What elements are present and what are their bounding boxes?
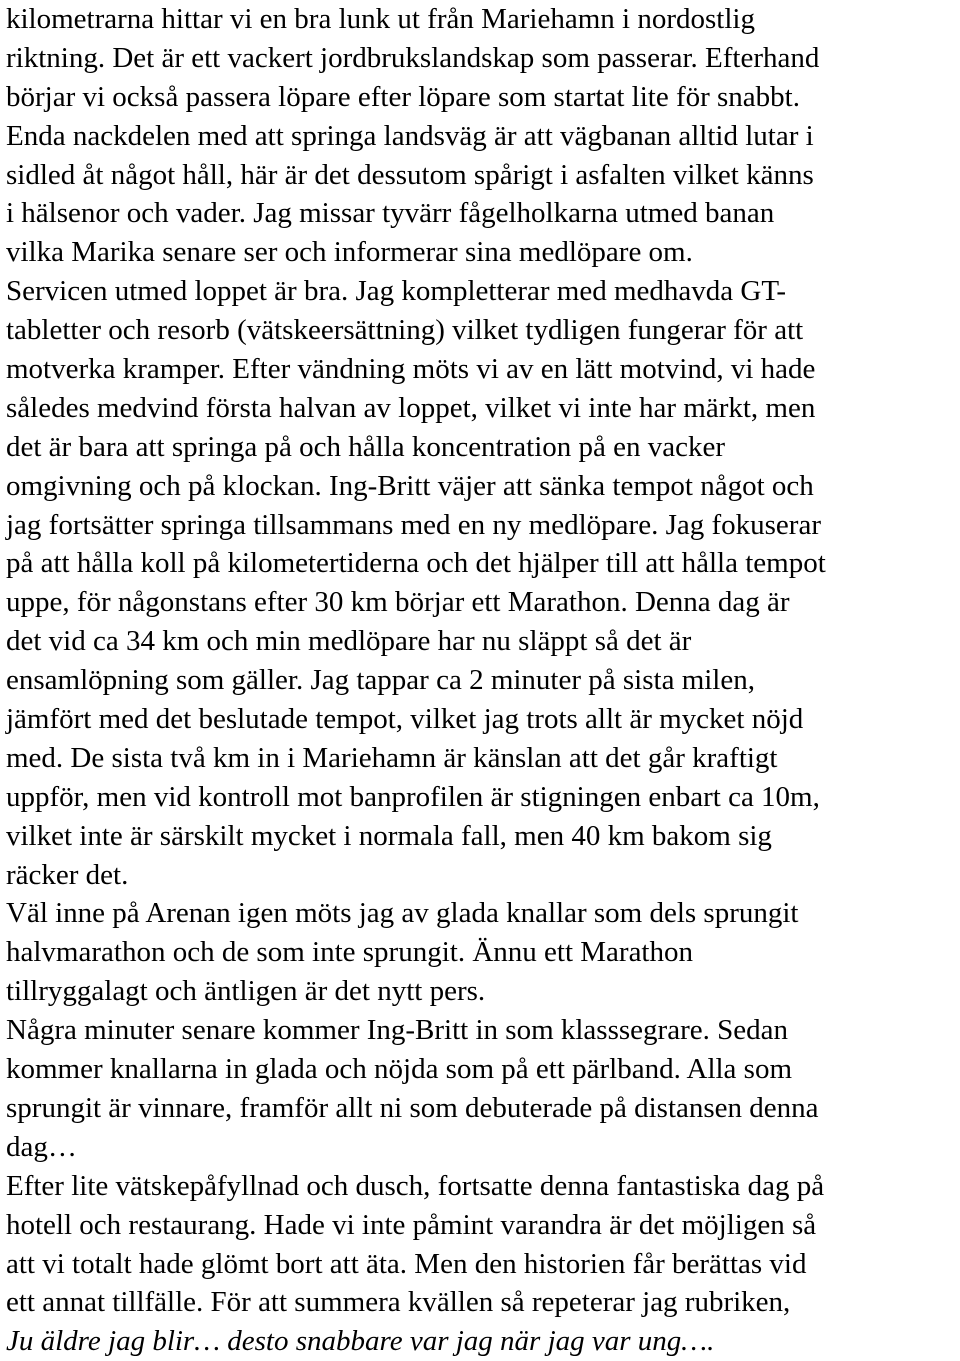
text-line: det vid ca 34 km och min medlöpare har nu släppt så det är [6,625,692,658]
document-page [6,0,960,1361]
text-line: sprungit är vinnare, framför allt ni som debuterade på distansen denna [6,1091,819,1124]
text-line: vilka Marika senare ser och informerar sina medlöpare om. [6,236,693,269]
text-line: vilket inte är särskilt mycket i normala fall, men 40 km bakom sig [6,819,772,852]
text-line: således medvind första halvan av loppet, vilket vi inte har märkt, men [6,391,816,424]
text-line: halvmarathon och de som inte sprungit. Ännu ett Marathon [6,936,693,969]
closing-line: Ju äldre jag blir… desto snabbare var jag när jag var ung…. [6,1325,715,1358]
text-line: Väl inne på Arenan igen möts jag av glada knallar som dels sprungit [6,897,799,930]
text-line: jämfört med det beslutade tempot, vilket jag trots allt är mycket nöjd [6,703,804,736]
text-line: tabletter och resorb (vätskeersättning) vilket tydligen fungerar för att [6,314,804,347]
text-line: ett annat tillfälle. För att summera kvällen så repeterar jag rubriken, [6,1286,791,1319]
text-line: på att hålla koll på kilometertiderna och det hjälper till att hålla tempot [6,547,826,580]
text-line: kommer knallarna in glada och nöjda som på ett pärlband. Alla som [6,1053,793,1086]
text-line: börjar vi också passera löpare efter löpare som startat lite för snabbt. [6,80,800,113]
text-line: hotell och restaurang. Hade vi inte påmint varandra är det möjligen så [6,1208,817,1241]
text-line: Servicen utmed loppet är bra. Jag kompletterar med medhavda GT- [6,275,787,308]
text-line: jag fortsätter springa tillsammans med en ny medlöpare. Jag fokuserar [6,508,821,541]
text-line: Enda nackdelen med att springa landsväg är att vägbanan alltid lutar i [6,119,814,152]
text-line: dag… [6,1130,77,1163]
text-line: omgivning och på klockan. Ing-Britt väjer att sänka tempot något och [6,469,814,502]
text-line: att vi totalt hade glömt bort att äta. Men den historien får berättas vid [6,1247,807,1280]
text-line: Efter lite vätskepåfyllnad och dusch, fortsatte denna fantastiska dag på [6,1169,825,1202]
text-line: med. De sista två km in i Mariehamn är känslan att det går kraftigt [6,741,778,774]
text-line: uppe, för någonstans efter 30 km börjar ett Marathon. Denna dag är [6,586,790,619]
text-line: riktning. Det är ett vackert jordbrukslandskap som passerar. Efterhand [6,41,820,74]
text-line: tillryggalagt och äntligen är det nytt pers. [6,975,486,1008]
text-line: motverka kramper. Efter vändning möts vi av en lätt motvind, vi hade [6,353,816,386]
text-line: ensamlöpning som gäller. Jag tappar ca 2 minuter på sista milen, [6,664,755,697]
text-line: uppför, men vid kontroll mot banprofilen är stigningen enbart ca 10m, [6,780,820,813]
text-line: räcker det. [6,858,129,891]
text-line: det är bara att springa på och hålla koncentration på en vacker [6,430,726,463]
text-line: i hälsenor och vader. Jag missar tyvärr fågelholkarna utmed banan [6,197,775,230]
text-line: Några minuter senare kommer Ing-Britt in som klasssegrare. Sedan [6,1014,788,1047]
text-line: sidled åt något håll, här är det dessutom spårigt i asfalten vilket känns [6,158,814,191]
text-line: kilometrarna hittar vi en bra lunk ut från Mariehamn i nordostlig [6,3,755,35]
